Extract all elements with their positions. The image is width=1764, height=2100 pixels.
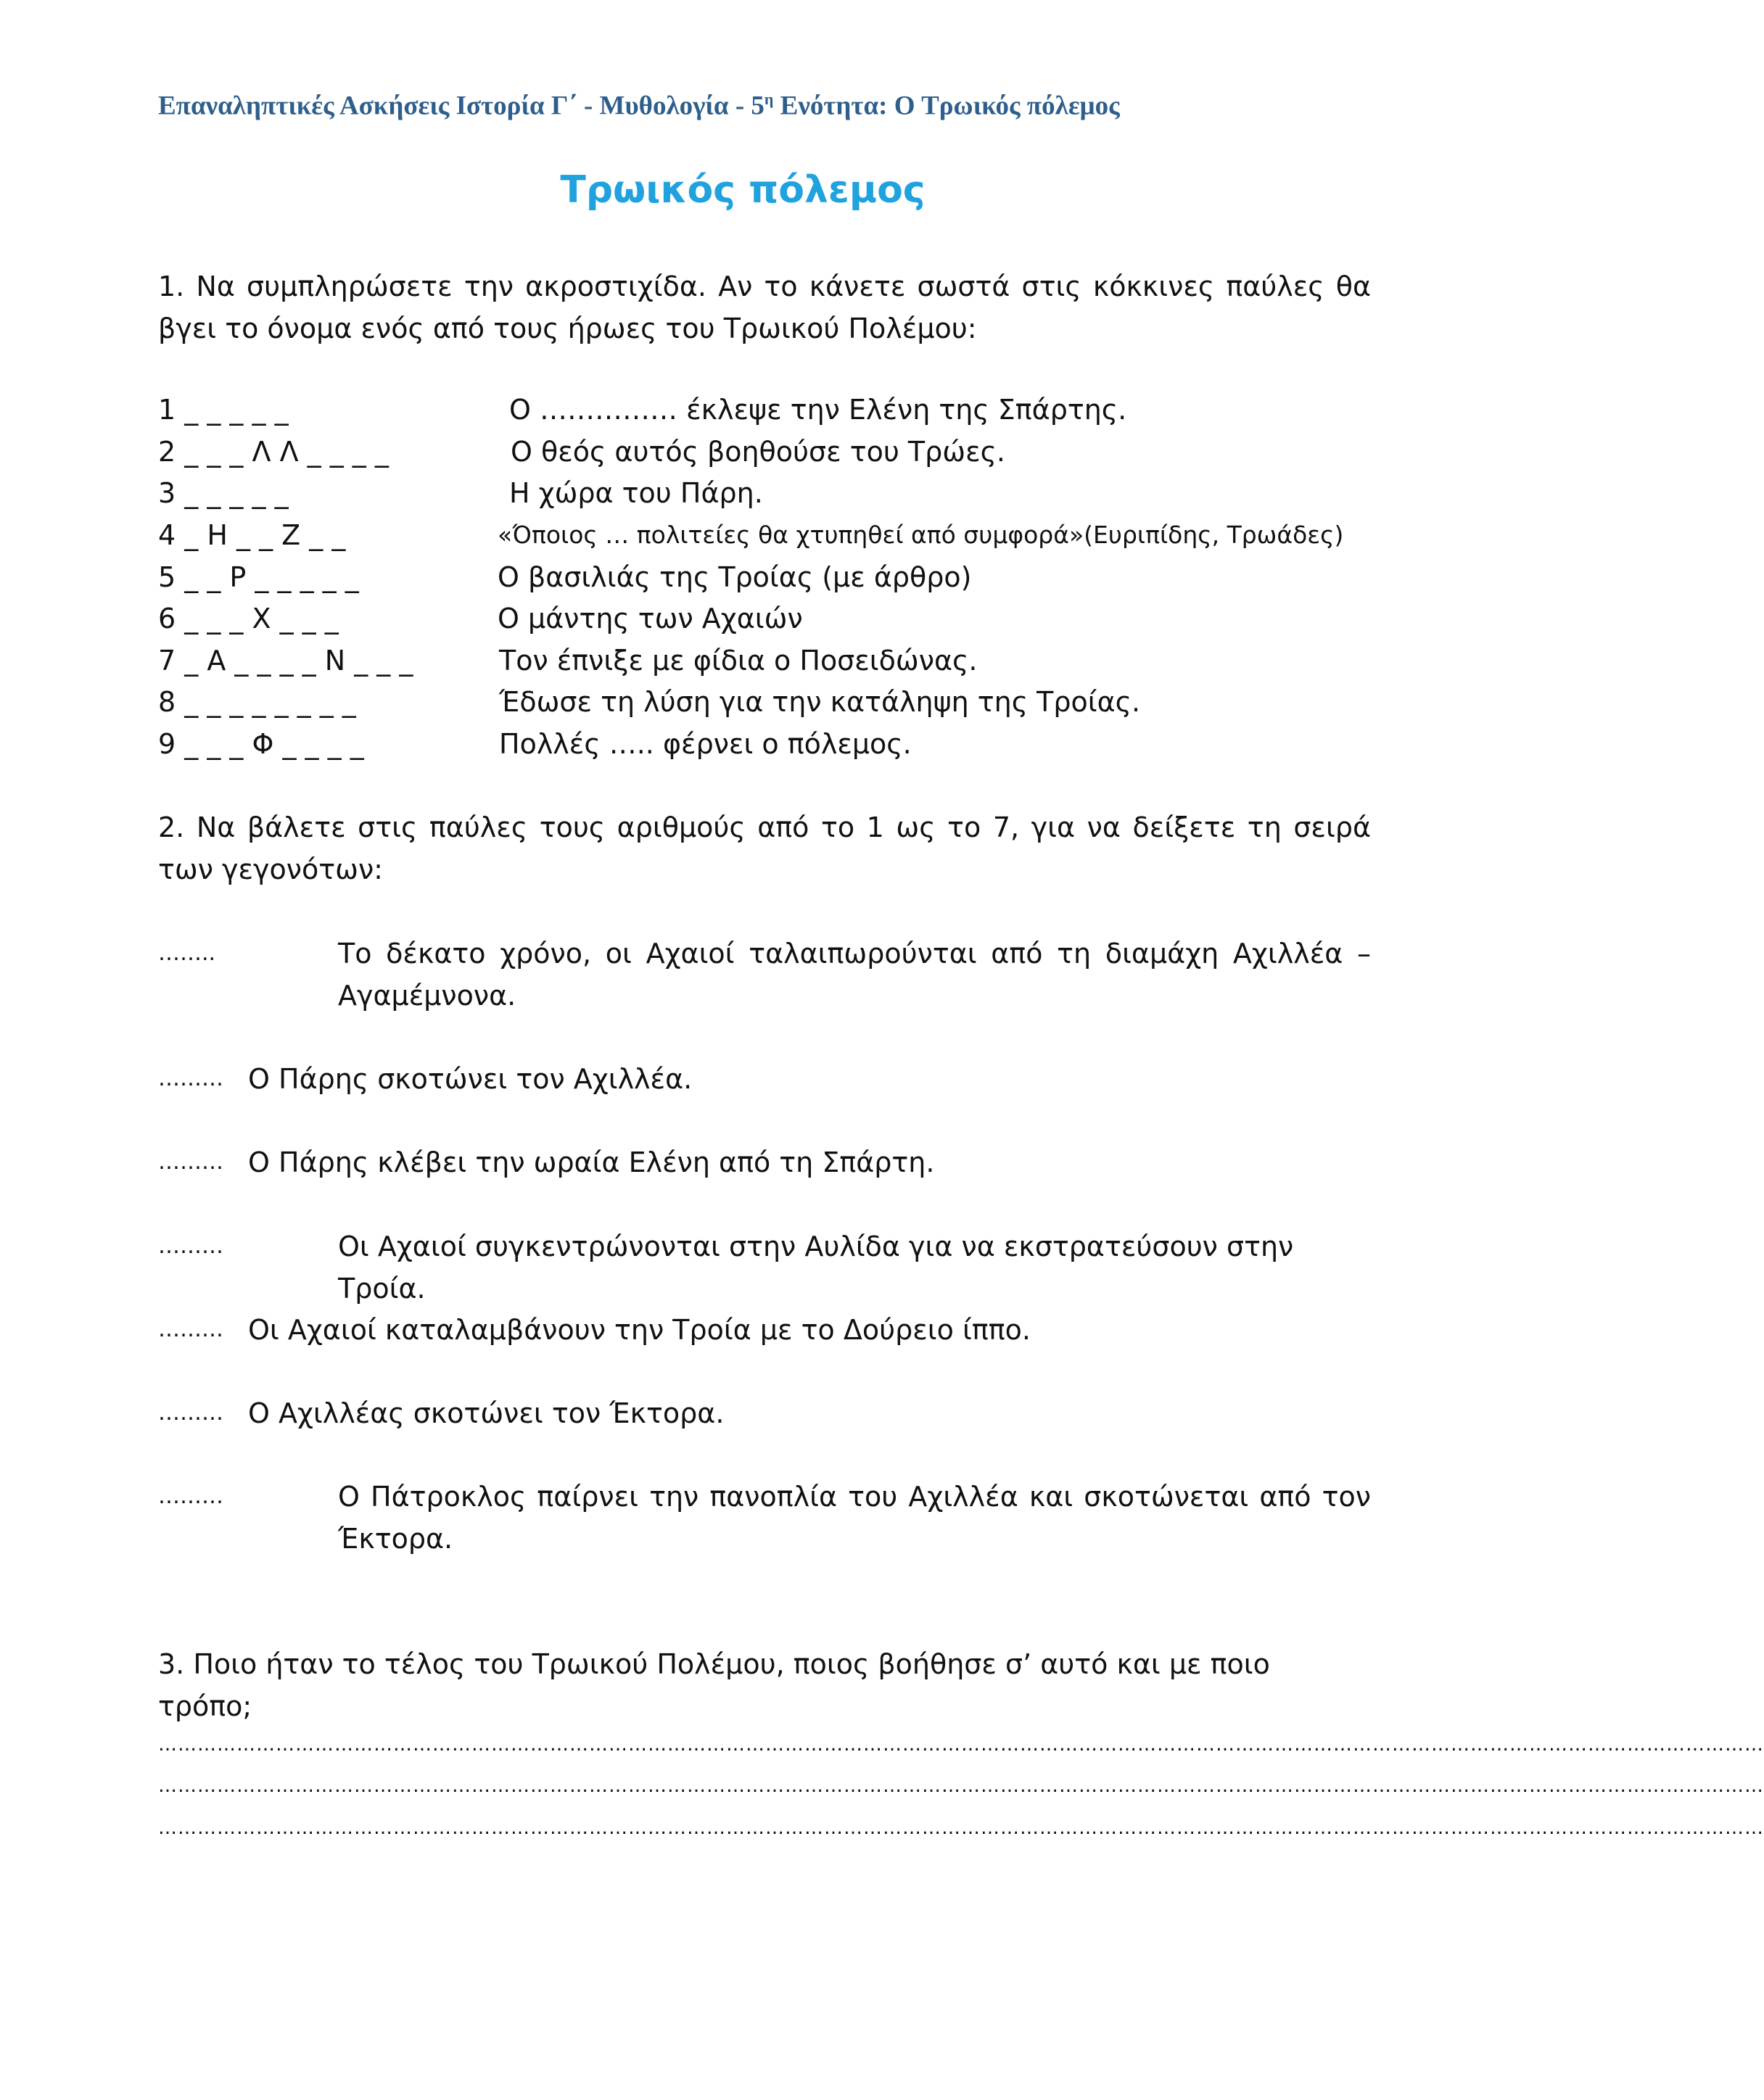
acrostic-clue-7: Τον έπνιξε με φίδια ο Ποσειδώνας.: [499, 645, 978, 677]
acrostic-pattern-8: 8 _ _ _ _ _ _ _ _: [158, 686, 356, 718]
acrostic-pattern-4: 4 _ Η _ _ Ζ _ _: [158, 519, 346, 551]
header-text-before: Επαναληπτικές Ασκήσεις Ιστορία Γ΄ - Μυθολογία - 5: [158, 91, 764, 121]
event-blank-3[interactable]: ………: [158, 1149, 223, 1175]
acrostic-pattern-1: 1 _ _ _ _ _: [158, 394, 289, 426]
page-header: [158, 90, 1261, 121]
exercise1-instructions: 1. Να συμπληρώσετε την ακροστιχίδα. Αν το κάνετε σωστά στις κόκκινες παύλες θα βγει το όνομα ενός από τους ήρωες του Τρωικού Πολέμου:: [158, 270, 1371, 344]
acrostic-pattern-3: 3 _ _ _ _ _: [158, 477, 289, 509]
exercise2-instructions: 2. Να βάλετε στις παύλες τους αριθμούς από το 1 ως το 7, για να δείξετε τη σειρά των γεγονότων:: [158, 811, 1371, 885]
acrostic-clue-5: Ο βασιλιάς της Τροίας (με άρθρο): [498, 561, 972, 593]
acrostic-pattern-9: 9 _ _ _ Φ _ _ _ _: [158, 728, 364, 760]
answer-line-2[interactable]: …………………………………………………………………………………………………………………………………………………………………………………………………………………………: [158, 1775, 1764, 1797]
event-blank-4[interactable]: ………: [158, 1233, 223, 1259]
acrostic-clue-1: Ο …………… έκλεψε την Ελένη της Σπάρτης.: [509, 394, 1127, 426]
event-text-7: Ο Πάτροκλος παίρνει την πανοπλία του Αχιλλέα και σκοτώνεται από τον Έκτορα.: [338, 1481, 1371, 1555]
acrostic-clue-6: Ο μάντης των Αχαιών: [498, 603, 803, 634]
event-blank-6[interactable]: ………: [158, 1400, 223, 1426]
event-text-3: Ο Πάρης κλέβει την ωραία Ελένη από τη Σπάρτη.: [248, 1146, 935, 1178]
answer-line-1[interactable]: …………………………………………………………………………………………………………………………………………………………………………………………………………………………: [158, 1734, 1764, 1756]
acrostic-pattern-2: 2 _ _ _ Λ Λ _ _ _ _: [158, 436, 389, 468]
event-text-5: Οι Αχαιοί καταλαμβάνουν την Τροία με το Δούρειο ίππο.: [248, 1314, 1031, 1346]
event-text-2: Ο Πάρης σκοτώνει τον Αχιλλέα.: [248, 1063, 693, 1095]
acrostic-clue-2: Ο θεός αυτός βοηθούσε του Τρώες.: [511, 436, 1005, 468]
header-text-after: Ενότητα: Ο Τρωικός πόλεμος: [773, 91, 1120, 121]
event-text-6: Ο Αχιλλέας σκοτώνει τον Έκτορα.: [248, 1397, 725, 1429]
event-blank-1[interactable]: ……..: [158, 941, 216, 966]
event-blank-7[interactable]: ………: [158, 1484, 223, 1509]
acrostic-clue-8: Έδωσε τη λύση για την κατάληψη της Τροίας.: [499, 686, 1141, 718]
acrostic-pattern-5: 5 _ _ Ρ _ _ _ _ _: [158, 561, 359, 593]
event-text-1: Το δέκατο χρόνο, οι Αχαιοί ταλαιπωρούνται από τη διαμάχη Αχιλλέα – Αγαμέμνονα.: [338, 938, 1371, 1012]
acrostic-pattern-7: 7 _ Α _ _ _ _ Ν _ _ _: [158, 645, 413, 677]
event-blank-5[interactable]: ………: [158, 1317, 223, 1342]
acrostic-clue-4: «Όποιος … πολιτείες θα χτυπηθεί από συμφορά»(Ευριπίδης, Τρωάδες): [498, 521, 1344, 549]
page-title: Τρωικός πόλεμος: [560, 168, 926, 212]
acrostic-pattern-6: 6 _ _ _ Χ _ _ _: [158, 603, 339, 634]
exercise3-question: 3. Ποιο ήταν το τέλος του Τρωικού Πολέμου, ποιος βοήθησε σ’ αυτό και με ποιο τρόπο;: [158, 1648, 1270, 1722]
event-text-4: Οι Αχαιοί συγκεντρώνονται στην Αυλίδα για να εκστρατεύσουν στην Τροία.: [338, 1231, 1294, 1305]
header-superscript: η: [764, 90, 774, 108]
acrostic-clue-3: Η χώρα του Πάρη.: [509, 477, 763, 509]
acrostic-clue-9: Πολλές ….. φέρνει ο πόλεμος.: [499, 728, 912, 760]
event-blank-2[interactable]: ………: [158, 1066, 223, 1091]
answer-line-3[interactable]: …………………………………………………………………………………………………………………………………………………………………………………………………………………………: [158, 1817, 1764, 1839]
